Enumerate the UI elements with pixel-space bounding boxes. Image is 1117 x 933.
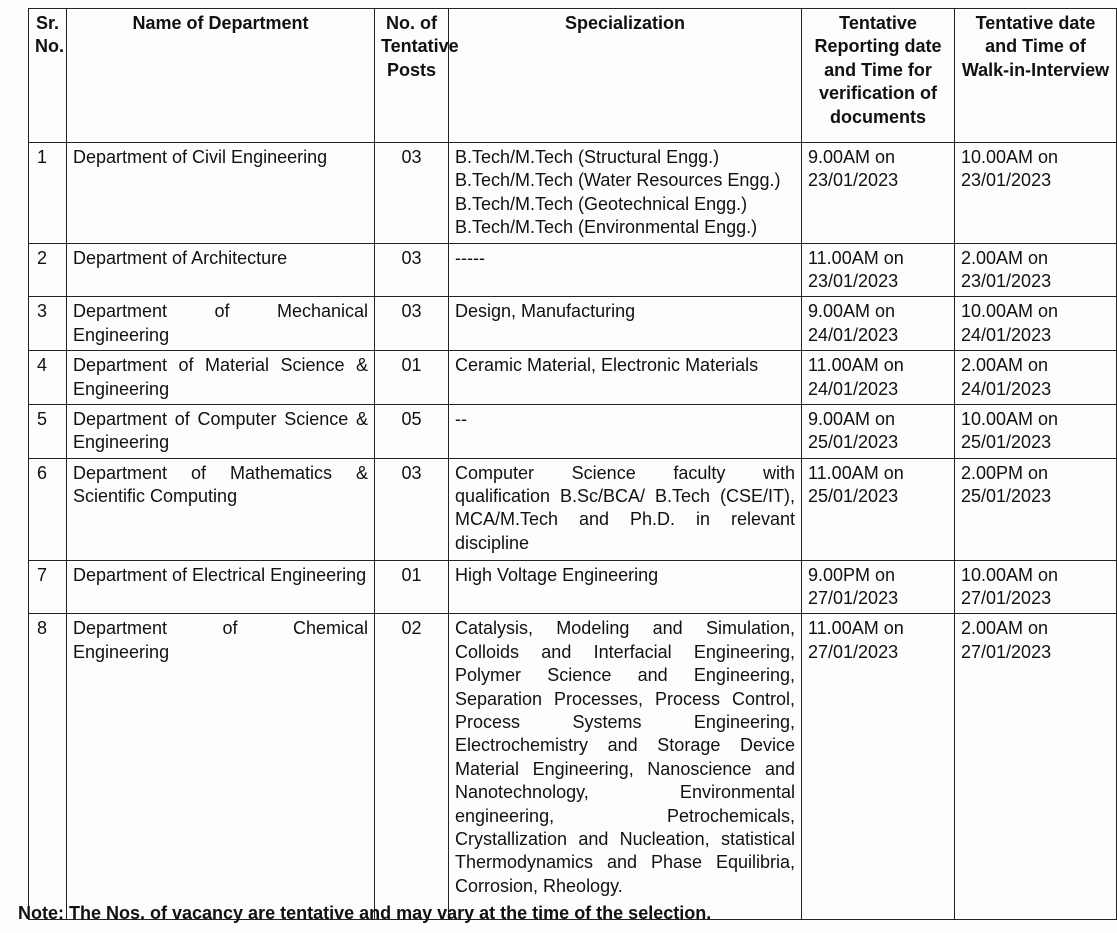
cell-posts: 05 [375,404,449,458]
cell-interview-time: 2.00AM on 24/01/2023 [955,351,1117,405]
cell-sr-no: 8 [29,614,67,920]
cell-reporting-time: 9.00PM on 27/01/2023 [802,560,955,614]
cell-posts: 03 [375,143,449,244]
header-interview-time: Tentative date and Time of Walk-in-Interview [955,9,1117,143]
table-body [29,143,1117,920]
cell-department: Department of Computer Science & Engineering [67,404,375,458]
cell-sr-no: 5 [29,404,67,458]
cell-department: Department of Material Science & Engineering [67,351,375,405]
cell-specialization: ----- [449,243,802,297]
cell-posts: 03 [375,458,449,560]
cell-interview-time: 10.00AM on 23/01/2023 [955,143,1117,244]
table-header-row [29,9,1117,143]
specialization-line: B.Tech/M.Tech (Geotechnical Engg.) [455,193,748,214]
cell-department: Department of Electrical Engineering [67,560,375,614]
cell-specialization: -- [449,404,802,458]
table-row [29,243,1117,297]
cell-interview-time: 2.00AM on 23/01/2023 [955,243,1117,297]
cell-reporting-time: 11.00AM on 23/01/2023 [802,243,955,297]
cell-interview-time: 2.00AM on 27/01/2023 [955,614,1117,920]
cell-sr-no: 4 [29,351,67,405]
cell-posts: 03 [375,243,449,297]
cell-reporting-time: 9.00AM on 23/01/2023 [802,143,955,244]
cell-sr-no: 6 [29,458,67,560]
cell-specialization: Catalysis, Modeling and Simulation, Colloids and Interfacial Engineering, Polymer Science and Engineering, Separation Processes, Process Control, Process Systems Engineering, Electrochemistry and Storage Device Material Engineering, Nanoscience and Nanotechnology, Environmental engineering, Petrochemicals, Crystallization and Nucleation, statistical Thermodynamics and Phase Equilibria, Corrosion, Rheology. [449,614,802,920]
cell-department: Department of Civil Engineering [67,143,375,244]
table-row [29,614,1117,920]
cell-specialization: High Voltage Engineering [449,560,802,614]
footnote: Note: The Nos. of vacancy are tentative and may vary at the time of the selection. [18,903,712,923]
cell-interview-time: 2.00PM on 25/01/2023 [955,458,1117,560]
table-row [29,404,1117,458]
cell-department: Department of Chemical Engineering [67,614,375,920]
cell-posts: 03 [375,297,449,351]
cell-interview-time: 10.00AM on 27/01/2023 [955,560,1117,614]
header-sr-no: Sr. No. [29,9,67,143]
cell-department: Department of Mechanical Engineering [67,297,375,351]
cell-reporting-time: 11.00AM on 25/01/2023 [802,458,955,560]
cell-sr-no: 1 [29,143,67,244]
table-row [29,458,1117,560]
specialization-line: B.Tech/M.Tech (Water Resources Engg.) [455,170,781,191]
cell-specialization: Ceramic Material, Electronic Materials [449,351,802,405]
cell-department: Department of Mathematics & Scientific Computing [67,458,375,560]
cell-sr-no: 3 [29,297,67,351]
cell-department: Department of Architecture [67,243,375,297]
cell-reporting-time: 9.00AM on 25/01/2023 [802,404,955,458]
table-row [29,351,1117,405]
cell-interview-time: 10.00AM on 24/01/2023 [955,297,1117,351]
specialization-line: B.Tech/M.Tech (Structural Engg.) [455,147,720,167]
cell-specialization: Computer Science faculty with qualification B.Sc/BCA/ B.Tech (CSE/IT), MCA/M.Tech and Ph.D. in relevant discipline [449,458,802,560]
header-posts: No. of Tentative Posts [375,9,449,143]
cell-reporting-time: 11.00AM on 27/01/2023 [802,614,955,920]
cell-interview-time: 10.00AM on 25/01/2023 [955,404,1117,458]
cell-reporting-time: 9.00AM on 24/01/2023 [802,297,955,351]
cell-sr-no: 7 [29,560,67,614]
cell-sr-no: 2 [29,243,67,297]
cell-specialization: Design, Manufacturing [449,297,802,351]
header-specialization: Specialization [449,9,802,143]
table-row [29,560,1117,614]
cell-specialization [449,143,802,244]
table-row [29,297,1117,351]
cell-reporting-time: 11.00AM on 24/01/2023 [802,351,955,405]
specialization-line: B.Tech/M.Tech (Environmental Engg.) [455,217,758,238]
cell-posts: 01 [375,560,449,614]
cell-posts: 01 [375,351,449,405]
cell-posts: 02 [375,614,449,920]
header-department: Name of Department [67,9,375,143]
table-row [29,143,1117,244]
vacancy-table [28,8,1117,920]
header-reporting-time: Tentative Reporting date and Time for verification of documents [802,9,955,143]
